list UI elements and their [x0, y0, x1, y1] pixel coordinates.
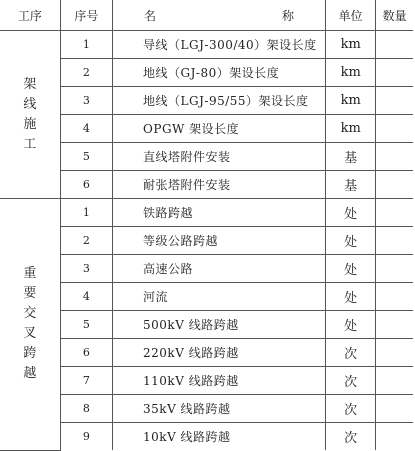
row-number: 2 — [60, 227, 112, 255]
table-row — [0, 395, 413, 423]
row-quantity — [376, 255, 413, 283]
row-number: 4 — [60, 283, 112, 311]
row-number: 2 — [60, 59, 112, 87]
row-unit: 处 — [326, 283, 376, 311]
row-name: 河流 — [113, 283, 326, 311]
table-row — [0, 143, 413, 171]
process-char: 重 — [23, 266, 37, 282]
row-number: 1 — [60, 199, 112, 227]
row-quantity — [376, 311, 413, 339]
row-number: 6 — [60, 339, 112, 367]
process-char: 叉 — [23, 326, 37, 342]
row-quantity — [376, 115, 413, 143]
row-unit: 处 — [326, 311, 376, 339]
row-name: 220kV 线路跨越 — [113, 339, 326, 367]
row-number: 4 — [60, 115, 112, 143]
header-number: 序号 — [60, 0, 112, 31]
header-unit: 单位 — [326, 0, 376, 31]
row-unit: 处 — [326, 227, 376, 255]
row-unit: 次 — [326, 395, 376, 423]
row-quantity — [376, 283, 413, 311]
row-quantity — [376, 87, 413, 115]
row-unit: km — [326, 59, 376, 87]
row-quantity — [376, 395, 413, 423]
process-cell — [0, 31, 60, 199]
row-unit: 基 — [326, 171, 376, 199]
process-char: 架 — [23, 76, 37, 92]
row-quantity — [376, 143, 413, 171]
row-quantity — [376, 339, 413, 367]
table-row — [0, 367, 413, 395]
row-unit: 处 — [326, 199, 376, 227]
header-quantity: 数量 — [376, 0, 413, 31]
row-name: 等级公路跨越 — [113, 227, 326, 255]
process-char: 线 — [23, 96, 37, 112]
row-number: 3 — [60, 87, 112, 115]
header-name — [113, 0, 329, 31]
row-unit: 次 — [326, 367, 376, 395]
row-name: 铁路跨越 — [113, 199, 326, 227]
process-char: 越 — [23, 366, 37, 382]
row-name: 35kV 线路跨越 — [113, 395, 326, 423]
row-quantity — [376, 227, 413, 255]
table-row — [0, 283, 413, 311]
process-char: 施 — [23, 116, 37, 132]
table-row — [0, 87, 413, 115]
row-number: 6 — [60, 171, 112, 199]
row-number: 9 — [60, 423, 112, 451]
table-row — [0, 31, 413, 59]
header-process: 工序 — [0, 0, 60, 31]
process-char: 跨 — [23, 346, 37, 362]
row-name: 110kV 线路跨越 — [113, 367, 326, 395]
row-name: 10kV 线路跨越 — [113, 423, 326, 451]
table-row — [0, 311, 413, 339]
table-row — [0, 59, 413, 87]
process-cell — [0, 199, 60, 451]
row-quantity — [376, 199, 413, 227]
table-row — [0, 171, 413, 199]
table-row — [0, 339, 413, 367]
table-row — [0, 115, 413, 143]
row-quantity — [376, 423, 413, 451]
row-quantity — [376, 367, 413, 395]
process-char: 工 — [23, 136, 37, 152]
table-row — [0, 227, 413, 255]
row-name: 导线（LGJ-300/40）架设长度 — [113, 31, 326, 59]
table-row — [0, 199, 413, 227]
process-char: 要 — [23, 286, 37, 302]
row-unit: km — [326, 31, 376, 59]
row-name: 直线塔附件安装 — [113, 143, 326, 171]
row-unit: km — [326, 115, 376, 143]
row-number: 7 — [60, 367, 112, 395]
process-char: 交 — [23, 306, 37, 322]
table-row — [0, 423, 413, 451]
row-quantity — [376, 31, 413, 59]
row-quantity — [376, 59, 413, 87]
row-name: 500kV 线路跨越 — [113, 311, 326, 339]
row-name: 地线（LGJ-95/55）架设长度 — [113, 87, 326, 115]
row-number: 5 — [60, 311, 112, 339]
row-name: OPGW 架设长度 — [113, 115, 326, 143]
table-body — [0, 31, 413, 451]
header-name-label: 名 称 — [144, 8, 329, 23]
row-unit: km — [326, 87, 376, 115]
table-row — [0, 255, 413, 283]
row-number: 5 — [60, 143, 112, 171]
row-number: 8 — [60, 395, 112, 423]
header-row — [0, 0, 413, 31]
row-number: 1 — [60, 31, 112, 59]
row-name: 耐张塔附件安装 — [113, 171, 326, 199]
row-name: 高速公路 — [113, 255, 326, 283]
row-name: 地线（GJ-80）架设长度 — [113, 59, 326, 87]
row-unit: 处 — [326, 255, 376, 283]
row-unit: 次 — [326, 339, 376, 367]
row-number: 3 — [60, 255, 112, 283]
row-unit: 次 — [326, 423, 376, 451]
row-quantity — [376, 171, 413, 199]
row-unit: 基 — [326, 143, 376, 171]
